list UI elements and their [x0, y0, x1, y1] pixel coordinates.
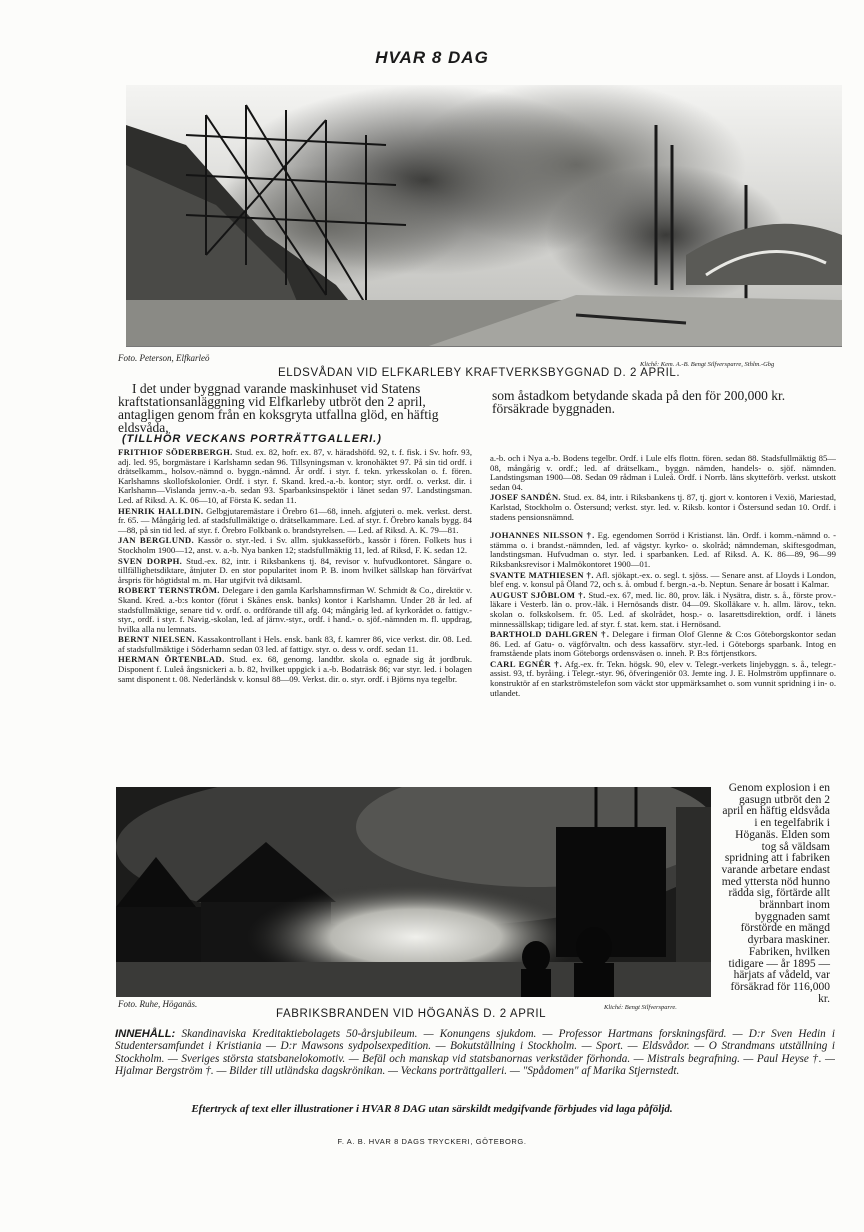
- gallery-entry: CARL EGNÉR †. Afg.-ex. fr. Tekn. högsk. 90, elev v. Telegr.-verkets linjebyggn. s. å., telegr.-assist. 93, tf. byråing. i Telegr.-styr. 96, öfveringeniör 03. Jemte ing. J. E. Holmström uppfinnare o. konstruktör af en starkströmstelefon som väckt stor uppmärksamhet o. som vunnit spridning i in- o. utlandet.: [490, 658, 837, 698]
- masthead-title: HVAR 8 DAG: [375, 48, 489, 67]
- photo-hoganas-image: [116, 787, 711, 997]
- photo-hoganas-fire: [116, 787, 711, 997]
- photo-elfkarleby-fire: [126, 85, 842, 347]
- gallery-column-right: [490, 454, 836, 699]
- gallery-entry: FRITHIOF SÖDERBERGH. Stud. ex. 82, hofr. ex. 87, v. häradshöfd. 92, t. f. fisk. i Sv. hofr. 93, adj. led. 95, borgmästare i Karlshamn sedan 96. Tillsyningsman v. kronohäktet 97. På sin tid ordf. i drätselkamm., holsov.-nämnd o. byggn.-nämnd. Är ordf. i styr. f. tekn. yrkesskolan o. f. fören. Karlshamns skollofskolonier. Ordf. i styr. f. Skand. kred.-a.-b. kontor; styr. ordf. o. verkst. dir. i Karlshamn—Vislanda jernv.-a.-b. sedan 93. Sparbanksinspektör i länet sedan 97. Landstingsman. Led. af Riksd. A. K. 06—10, af Första K. sedan 11.: [118, 447, 472, 505]
- gallery-entry: BERNT NIELSEN. Kassakontrollant i Hels. ensk. bank 83, f. kamrer 86, vice verkst. dir. 08. Led. af stadsfullmäktige i Söderhamn sedan 03 led. af fattigv. styr. o. dess v. ordf. sedan 11.: [118, 634, 472, 654]
- bottom-photo-caption: FABRIKSBRANDEN VID HÖGANÄS D. 2 APRIL: [276, 1008, 547, 1020]
- top-photo-caption: ELDSVÅDAN VID ELFKARLEBY KRAFTVERKSBYGGNAD D. 2 APRIL.: [278, 367, 681, 379]
- gallery-entry: SVEN DORPH. Stud.-ex. 82, intr. i Riksbankens tj. 84, revisor v. hufvudkontoret. Sångare o. tillfällighetsdiktare, åtnjuter D. en stor popularitet inom P. B. inom hvilket sällskap han förvärfvat årspris för högtidstal m. m. Har utgifvit två diktsaml.: [118, 555, 472, 585]
- gallery-entry: BARTHOLD DAHLGREN †. Delegare i firman Olof Glenne & C:os Göteborgskontor sedan 86. Led. af Gatu- o. vägförvaltn. och dess kassaförv. styr.-led. i Göteborgs sparbank. Intog en framstående plats inom Göteborgs ordensväsen o. inneh. P. B:s förtjenstkors.: [490, 629, 836, 659]
- contents-text: Skandinaviska Kreditaktiebolagets 50-årsjubileum. — Konungens sjukdom. — Professor Hartmans forskningsfärd. — D:r Sven Hedin i Studentersamfundet i Kristiania — D:r Mawsons sydpolsexpedition. — Bokutställning i Stockholm. — Sport. — Eldsvådor. — O Strandmans utställning i Stockholm. — Sveriges största statsbanelokomotiv. — Befäl och manskap vid statsbanornas verkstäder förhonda. — Mistrals begrafning. — Paul Heyse †. — Hjalmar Bergström †. — Bilder till utländska dagskrönikan. — Veckans porträttgalleri. — "Spådomen" af Marika Stjernstedt.: [115, 1028, 836, 1078]
- gallery-entry: HERMAN ÖRTENBLAD. Stud. ex. 68, genomg. landtbr. skola o. egnade sig åt jordbruk. Disponent f. Luleå ångsnickeri a. b. 82, hvilket uppgick i a.-b. Bodaträsk 86; var styr. led. i bolagen samt disponent t. 08. Nederländsk v. konsul 88—09. Verkst. dir. o. styr. ordf. i Björns nya tegelbr.: [118, 654, 472, 684]
- gallery-entry: ROBERT TERNSTRÖM. Delegare i den gamla Karlshamnsfirman W. Schmidt & Co., direktör v. Skand. Kred. a.-b:s kontor (förut i Skånes ensk. banks) kontor i Karlshamn. Under 28 år led. af stadsfullmäktige, senare tid v. ordf. o. ordförande till afg. 04; mångårig led. af kyrkorådet o. fattigv.-styr., ordf. i styr. f. Navig.-skolan, led. af järnv.-styr., ordf. i hand.- o. sjöf.-nämnden m. fl. uppdrag, hvilka alla nu lemnats.: [118, 585, 472, 634]
- lead-text-left: I det under byggnad varande maskinhuset vid Statens kraftstationsanläggning vid Elfkarleby utbröt den 2 april, antagligen genom från en koksgryta utfallna glöd, en häftig eldsvåda,: [118, 381, 439, 435]
- bottom-photo-credit: Foto. Ruhe, Höganäs.: [118, 999, 198, 1009]
- hoganas-fire-article: Genom explosion i en gasugn utbröt den 2 april en häftig eldsvåda i en tegelfabrik i Höganäs. Elden som tog så väldsam spridning att i fabriken varande arbetare endast med yttersta nöd hunno rädda sig, förtärde allt brännbart inom byggnaden samt förstörde en mängd dyrbara maskiner. Fabriken, hvilken tidigare — år 1895 — härjats af vådeld, var försäkrad för 116,000 kr.: [721, 782, 830, 1005]
- gallery-entry: HENRIK HALLDIN. Gelbgjutaremästare i Örebro 61—68, inneh. afgjuteri o. mek. verkst. derst. fr. 65. — Mångårig led. af stadsfullmäktige o. drätselkammare. Led. af styr. f. Örebro kanals bygg. 84—88, på sin tid led. af styr. f. Örebro Folkbank o. brandstyrelsen. — Led. af Riksd. A. K. 79—81.: [118, 505, 473, 535]
- gallery-entry: SVANTE MATHIESEN †. Afl. sjökapt.-ex. o. segl. t. sjöss. — Senare anst. af Lloyds i London, blef eng. v. konsul på Öland 72, och s. å. ombud f. bergn.-a.-b. Neptun. Senare år bosatt i Kalmar.: [490, 569, 836, 590]
- gallery-entry: JOHANNES NILSSON †. Eg. egendomen Sorröd i Kristianst. län. Ordf. i komm.-nämnd o. -stämma o. i brandst.-nämnden, led. af vägstyr. kyrko- o. skolråd; nämndeman, skiftesgodman, landstingsman. Hufvudman o. styr. led. i sparbanken. Led. af Riksd. A. K. 86—89, 96—99 Riksbanksrevisor i Malmökontoret 1900—01.: [490, 530, 837, 569]
- lead-text-right: som åstadkom betydande skada på den för 200,000 kr. försäkrade byggnaden.: [492, 388, 786, 416]
- gallery-entry: JOSEF SANDÉN. Stud. ex. 84, intr. i Riksbankens tj. 87, tj. gjort v. kontoren i Vexiö, Mariestad, Karlstad, Stockholm o. Östersund; verkst. styr. led. v. Riksb. kontor i Östersund sedan 10. Ordf. i stadens pensionsnämnd.: [490, 492, 836, 522]
- gallery-heading: (TILLHÖR VECKANS PORTRÄTTGALLERI.): [122, 433, 382, 445]
- gallery-entry: a.-b. och i Nya a.-b. Bodens tegelbr. Ordf. i Lule elfs flottn. fören. sedan 88. Stadsfullmäktig 85—08, mångårig v. ordf.; led. af drätselkam., byggn. nämden, handels- o. sjöf. nämnden. Landstingsman 1900—08. Sedan 09 rådman i Luleå. Ordf. i Norrb. läns skytteförb. verkst. utskott sedan 04.: [490, 453, 836, 492]
- top-photo-cliche-credit: Klichê: Kem. A.-B. Bengt Silfversparre, Sthlm.-Gbg: [640, 361, 775, 368]
- contents-heading: INNEHÅLL:: [115, 1028, 176, 1040]
- gallery-column-left: [118, 448, 472, 685]
- copyright-notice: Eftertryck af text eller illustrationer i HVAR 8 DAG utan särskildt medgifvande förbjudes vid laga påföljd.: [191, 1103, 673, 1115]
- table-of-contents: [115, 1028, 835, 1078]
- gallery-entry: JAN BERGLUND. Kassör o. styr.-led. i Sv. allm. sjukkasseförb., kassör i fören. Folkets hus i Stockholm 1900—12, anst. v. a.-b. Nya banken 12; stadsfullmäktig 11, led. af Riksd, F. K. sedan 12.: [118, 535, 473, 555]
- gallery-entry: AUGUST SJÖBLOM †. Stud.-ex. 67, med. lic. 80, prov. läk. i Nysätra, distr. s. å., förste prov.-läkare i Vesterb. län o. prov.-läk. i Hernösands distr. 04—09. Skolläkare v. h. allm. lärov., tekn. skolan o. folkskolsem. fr. 05. Led. af skolrådet, hosp.- o. lasarettsdirektion, ordf. i länets minnessällskap; tidigare led. af styr. f. stat. kem. stat. i Hernösand.: [490, 589, 836, 629]
- printer-imprint: F. A. B. HVAR 8 DAGS TRYCKERI, GÖTEBORG.: [337, 1137, 527, 1146]
- photo-elfkarleby-image: [126, 85, 842, 347]
- bottom-photo-cliche-credit: Kliché: Bengt Silfversparre.: [604, 1004, 677, 1011]
- top-photo-credit: Foto. Peterson, Elfkarleö: [118, 353, 210, 363]
